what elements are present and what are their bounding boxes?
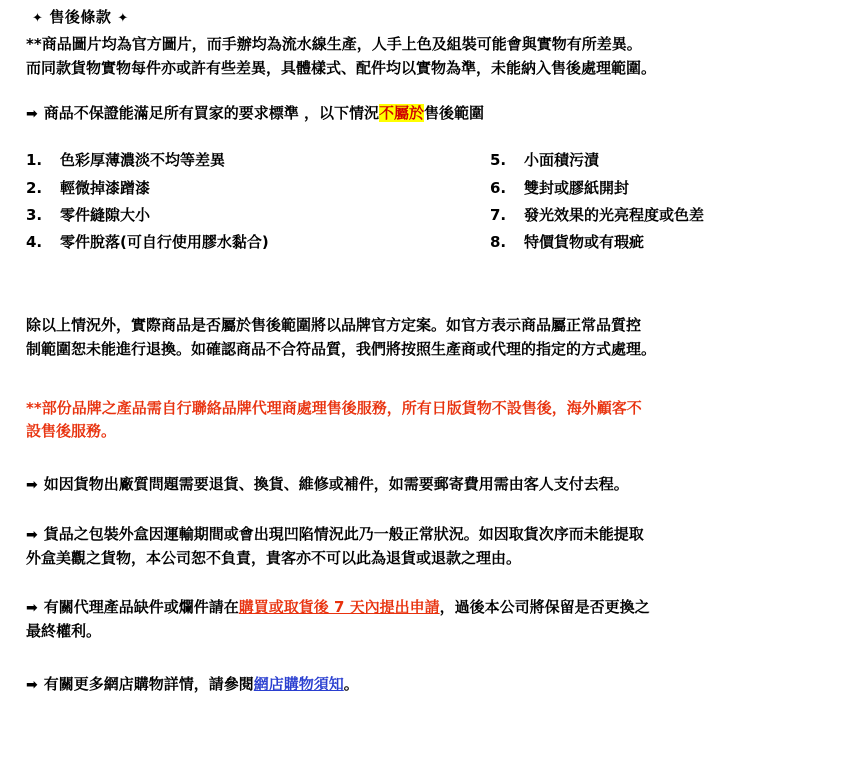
arrow-icon: ➡ xyxy=(26,477,38,494)
more-info-after: 。 xyxy=(343,675,359,693)
exclusion-list xyxy=(26,147,846,256)
diamond-ornament-right: ✦ xyxy=(117,11,129,26)
spacer xyxy=(26,125,850,147)
item-text: 零件脫落(可自行使用膠水黏合) xyxy=(60,233,269,252)
item-text: 輕微掉漆蹭漆 xyxy=(60,178,151,197)
item-number: 3. xyxy=(26,205,43,224)
page-title-text: 售後條款 xyxy=(49,8,112,26)
policy-line-2: 制範圍恕未能進行退換。如確認商品不合符品質，我們將按照生產商或代理的指定的方式處理。 xyxy=(26,339,657,358)
intro-line-2: 而同款貨物實物每件亦或許有些差異，具體樣式、配件均以實物為準，未能納入售後處理範圍。 xyxy=(26,58,657,77)
table-row xyxy=(26,147,846,174)
agent-notice-line-1 xyxy=(26,596,850,620)
item-number: 5. xyxy=(490,151,507,170)
policy-line-1: 除以上情況外，實際商品是否屬於售後範圍將以品牌官方定案。如官方表示商品屬正常品質控 xyxy=(26,316,642,335)
item-text: 特價貨物或有瑕疵 xyxy=(524,233,645,252)
spacer xyxy=(26,643,850,673)
spacer xyxy=(26,497,850,523)
more-info-line xyxy=(26,673,850,697)
spacer xyxy=(26,80,850,102)
exclusion-notice-before: 商品不保證能滿足所有買家的要求標準 ，以下情況 xyxy=(43,103,379,122)
policy-paragraph xyxy=(26,314,850,361)
exclusion-notice-after: 售後範圍 xyxy=(423,103,484,122)
bullet-shipping-fee xyxy=(26,473,850,497)
agent-notice xyxy=(26,596,850,643)
intro-line-1: **商品圖片均為官方圖片，而手辦均為流水線生產，人手上色及組裝可能會與實物有所差異。 xyxy=(26,35,642,54)
table-row xyxy=(26,202,846,229)
red-notice-line-1: **部份品牌之產品需自行聯絡品牌代理商處理售後服務，所有日版貨物不設售後，海外顧客不 xyxy=(26,398,642,417)
item-number: 8. xyxy=(490,233,507,252)
item-number: 1. xyxy=(26,151,43,170)
table-row xyxy=(26,229,846,256)
arrow-icon: ➡ xyxy=(26,527,38,544)
spacer xyxy=(26,256,850,314)
red-notice-line-2: 設售後服務。 xyxy=(26,422,117,441)
red-notice xyxy=(26,397,850,444)
item-number: 4. xyxy=(26,233,43,252)
agent-notice-deadline: 購買或取貨後 7 天內提出申請 xyxy=(238,598,440,617)
item-text: 發光效果的光亮程度或色差 xyxy=(524,205,705,224)
item-number: 2. xyxy=(26,178,43,197)
bullet-shipping-fee-text: 如因貨物出廠質問題需要退貨、換貨、維修或補件，如需要郵寄費用需由客人支付去程。 xyxy=(43,475,629,494)
item-text: 色彩厚薄濃淡不均等差異 xyxy=(60,151,226,170)
agent-notice-line-2: 最終權利。 xyxy=(26,621,102,640)
more-info-before: 有關更多網店購物詳情，請參閱 xyxy=(43,675,254,693)
bullet-packaging-line-2: 外盒美觀之貨物，本公司恕不負責，貴客亦不可以此為退貨或退款之理由。 xyxy=(26,548,522,567)
bullet-packaging xyxy=(26,523,850,570)
item-text: 零件縫隙大小 xyxy=(60,205,151,224)
exclusion-notice xyxy=(26,102,850,126)
spacer xyxy=(26,443,850,473)
arrow-icon: ➡ xyxy=(26,677,38,693)
spacer xyxy=(26,570,850,596)
exclusion-notice-highlight: 不屬於 xyxy=(378,103,424,122)
table-row xyxy=(26,175,846,202)
agent-notice-before: 有關代理產品缺件或爛件請在 xyxy=(43,598,239,617)
item-text: 雙封或膠紙開封 xyxy=(524,178,630,197)
agent-notice-after: ，過後本公司將保留是否更換之 xyxy=(439,598,650,617)
spacer xyxy=(26,361,850,397)
item-number: 6. xyxy=(490,178,507,197)
intro-paragraph xyxy=(26,33,850,80)
shopping-guide-link[interactable]: 網店購物須知 xyxy=(253,675,344,693)
page-title xyxy=(26,6,850,29)
bullet-packaging-text-1: 貨品之包裝外盒因運輸期間或會出現凹陷情況此乃一般正常狀況。如因取貨次序而未能提取 xyxy=(43,525,644,544)
diamond-ornament-left: ✦ xyxy=(32,11,44,26)
bullet-packaging-line-1 xyxy=(26,523,850,547)
arrow-icon: ➡ xyxy=(26,105,38,122)
item-number: 7. xyxy=(490,205,507,224)
item-text: 小面積污漬 xyxy=(524,151,600,170)
arrow-icon: ➡ xyxy=(26,600,38,617)
